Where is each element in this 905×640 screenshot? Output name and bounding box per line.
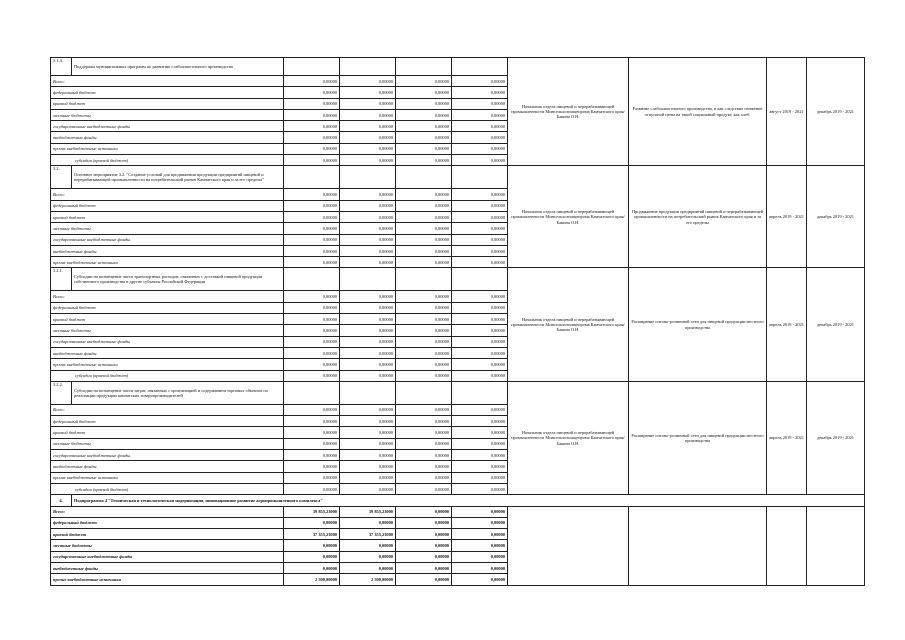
section-number: 3.1.4.: [51, 58, 72, 76]
value-cell: 0,00000: [284, 189, 340, 200]
value-cell: 0,00000: [452, 359, 508, 370]
value-cell: 0,00000: [340, 76, 396, 87]
value-cell: 0,00000: [452, 314, 508, 325]
value-cell: 0,00000: [396, 506, 452, 517]
section-number: 3.2.1.: [51, 268, 72, 291]
value-cell: 0,00000: [284, 257, 340, 268]
value-cell: 0,00000: [340, 109, 396, 120]
value-cell: 0,00000: [452, 347, 508, 358]
value-cell: 0,00000: [284, 483, 340, 494]
value-cell: 0,00000: [452, 529, 508, 540]
value-cell: 0,00000: [396, 517, 452, 528]
value-cell: 37 355,23000: [340, 529, 396, 540]
value-cell: [284, 58, 340, 76]
value-cell: 0,00000: [396, 132, 452, 143]
value-cell: 0,00000: [284, 76, 340, 87]
value-cell: 0,00000: [452, 574, 508, 585]
value-cell: [452, 381, 508, 404]
value-cell: 0,00000: [452, 189, 508, 200]
value-cell: 0,00000: [452, 109, 508, 120]
value-cell: 0,00000: [396, 370, 452, 381]
value-cell: 0,00000: [452, 302, 508, 313]
value-cell: 0,00000: [284, 562, 340, 573]
value-cell: 39 855,23000: [340, 506, 396, 517]
section-title: Основное мероприятие 3.2. "Создание условий для продвижения продукции предприятий пищевой и перерабатывающей промышленности на потребительский рынок Камчатского края и за его пределы": [72, 166, 284, 189]
funding-source-label: внебюджетные фонды: [51, 347, 284, 358]
value-cell: 0,00000: [396, 347, 452, 358]
value-cell: 0,00000: [452, 551, 508, 562]
value-cell: 0,00000: [396, 211, 452, 222]
value-cell: [340, 58, 396, 76]
value-cell: 0,00000: [452, 325, 508, 336]
value-cell: 0,00000: [396, 189, 452, 200]
value-cell: [340, 381, 396, 404]
budget-table: [50, 57, 865, 586]
value-cell: 2 500,00000: [340, 574, 396, 585]
value-cell: 0,00000: [452, 87, 508, 98]
value-cell: [284, 268, 340, 291]
empty-cell: [629, 506, 767, 585]
value-cell: [284, 381, 340, 404]
value-cell: 0,00000: [340, 302, 396, 313]
value-cell: 0,00000: [452, 370, 508, 381]
value-cell: [396, 166, 452, 189]
value-cell: 0,00000: [452, 461, 508, 472]
funding-source-label: Всего:: [51, 291, 284, 302]
funding-source-label: субсидии (краевой бюджет): [51, 483, 284, 494]
value-cell: 0,00000: [284, 211, 340, 222]
value-cell: 0,00000: [396, 562, 452, 573]
table-row: [51, 166, 865, 189]
value-cell: 0,00000: [452, 132, 508, 143]
value-cell: 0,00000: [396, 450, 452, 461]
funding-source-label: внебюджетные фонды: [51, 132, 284, 143]
value-cell: 0,00000: [452, 257, 508, 268]
section-number: 4.: [51, 495, 72, 506]
funding-source-label: Всего:: [51, 76, 284, 87]
value-cell: 0,00000: [396, 359, 452, 370]
end-date: декабрь 2019 - 2021: [807, 268, 865, 381]
value-cell: 0,00000: [396, 438, 452, 449]
value-cell: 0,00000: [452, 540, 508, 551]
value-cell: 0,00000: [452, 483, 508, 494]
value-cell: 0,00000: [284, 223, 340, 234]
funding-source-label: внебюджетные фонды: [51, 562, 284, 573]
value-cell: 0,00000: [340, 132, 396, 143]
value-cell: [396, 381, 452, 404]
value-cell: 0,00000: [284, 438, 340, 449]
value-cell: 0,00000: [284, 472, 340, 483]
value-cell: 0,00000: [340, 257, 396, 268]
value-cell: 0,00000: [340, 472, 396, 483]
value-cell: [340, 166, 396, 189]
funding-source-label: Всего:: [51, 404, 284, 415]
value-cell: 0,00000: [452, 506, 508, 517]
value-cell: 0,00000: [340, 416, 396, 427]
value-cell: 0,00000: [340, 438, 396, 449]
empty-cell: [508, 506, 629, 585]
value-cell: 0,00000: [396, 416, 452, 427]
end-date: декабрь 2019 - 2021: [807, 166, 865, 268]
value-cell: 0,00000: [340, 98, 396, 109]
value-cell: 0,00000: [340, 562, 396, 573]
funding-source-label: федеральный бюджет: [51, 302, 284, 313]
expected-result: Расширение оптово-розничной сети для пищевой продукции местного производства: [629, 381, 767, 494]
value-cell: 0,00000: [284, 234, 340, 245]
expected-result: Расширение оптово-розничной сети для пищевой продукции местного производства: [629, 268, 767, 381]
table-row: [51, 268, 865, 291]
value-cell: 0,00000: [340, 450, 396, 461]
funding-source-label: Всего:: [51, 506, 284, 517]
value-cell: 0,00000: [396, 257, 452, 268]
value-cell: 0,00000: [284, 291, 340, 302]
value-cell: 0,00000: [452, 223, 508, 234]
budget-table-page: [50, 57, 864, 586]
responsible-executor: Начальник отдела пищевой и перерабатывающей промышленности Минсельхозпищепрома Камчатского края/ Бакина О.Н.: [508, 268, 629, 381]
value-cell: 0,00000: [452, 291, 508, 302]
value-cell: 0,00000: [284, 347, 340, 358]
expected-result: Развитие слабоалкогольного производства, и как следствие снижение отпускной цены на такой социальный продукт, как хлеб.: [629, 58, 767, 166]
value-cell: 0,00000: [284, 540, 340, 551]
value-cell: 0,00000: [396, 98, 452, 109]
value-cell: 0,00000: [340, 121, 396, 132]
value-cell: 0,00000: [340, 404, 396, 415]
value-cell: 0,00000: [396, 574, 452, 585]
value-cell: [284, 166, 340, 189]
end-date: декабрь 2019 - 2021: [807, 58, 865, 166]
funding-source-label: прочие внебюджетные источники: [51, 143, 284, 154]
value-cell: 0,00000: [284, 121, 340, 132]
funding-source-label: субсидии (краевой бюджет): [51, 155, 284, 166]
table-row: [51, 58, 865, 76]
funding-source-label: краевой бюджет: [51, 529, 284, 540]
value-cell: 39 855,23000: [284, 506, 340, 517]
value-cell: 0,00000: [340, 483, 396, 494]
value-cell: [452, 166, 508, 189]
funding-source-label: государственные внебюджетные фонды: [51, 234, 284, 245]
value-cell: 0,00000: [452, 98, 508, 109]
start-date: апрель 2019 - 2021: [767, 166, 807, 268]
start-date: август 2019 - 2021: [767, 58, 807, 166]
value-cell: 0,00000: [452, 427, 508, 438]
value-cell: 0,00000: [396, 155, 452, 166]
value-cell: 0,00000: [284, 302, 340, 313]
value-cell: 0,00000: [396, 234, 452, 245]
value-cell: 0,00000: [340, 314, 396, 325]
value-cell: 0,00000: [396, 291, 452, 302]
expected-result: Продвижение продукции предприятий пищевой и перерабатывающей промышленности на потребительский рынок Камчатского края и за его пределы: [629, 166, 767, 268]
value-cell: 0,00000: [452, 562, 508, 573]
value-cell: 0,00000: [452, 438, 508, 449]
end-date: декабрь 2019 - 2021: [807, 381, 865, 494]
funding-source-label: местные бюджеты: [51, 223, 284, 234]
value-cell: 0,00000: [284, 517, 340, 528]
value-cell: [396, 268, 452, 291]
funding-source-label: внебюджетные фонды: [51, 245, 284, 256]
funding-source-label: федеральный бюджет: [51, 200, 284, 211]
value-cell: 0,00000: [452, 200, 508, 211]
funding-source-label: прочие внебюджетные источники: [51, 574, 284, 585]
value-cell: 0,00000: [340, 291, 396, 302]
value-cell: 0,00000: [396, 427, 452, 438]
value-cell: 0,00000: [452, 76, 508, 87]
value-cell: 0,00000: [396, 336, 452, 347]
funding-source-label: государственные внебюджетные фонды: [51, 551, 284, 562]
value-cell: [452, 58, 508, 76]
funding-source-label: краевой бюджет: [51, 211, 284, 222]
value-cell: 0,00000: [452, 234, 508, 245]
section-number: 3.2.: [51, 166, 72, 189]
value-cell: [452, 268, 508, 291]
value-cell: 0,00000: [284, 325, 340, 336]
value-cell: 0,00000: [340, 245, 396, 256]
value-cell: 0,00000: [284, 359, 340, 370]
section-title: Субсидии на возмещение части затрат, связанных с организацией и содержанием торговых объектов по реализации продукции камчатских товаропроизводителей: [72, 381, 284, 404]
value-cell: 0,00000: [284, 109, 340, 120]
value-cell: 0,00000: [284, 155, 340, 166]
value-cell: 0,00000: [396, 551, 452, 562]
value-cell: 0,00000: [284, 87, 340, 98]
value-cell: 0,00000: [284, 245, 340, 256]
value-cell: 0,00000: [340, 336, 396, 347]
value-cell: [340, 268, 396, 291]
value-cell: 37 355,23000: [284, 529, 340, 540]
value-cell: 0,00000: [340, 517, 396, 528]
start-date: апрель 2019 - 2021: [767, 268, 807, 381]
value-cell: 0,00000: [396, 76, 452, 87]
table-body: [51, 58, 865, 586]
responsible-executor: Начальник отдела пищевой и перерабатывающей промышленности Минсельхозпищепрома Камчатского края/ Бакина О.Н.: [508, 58, 629, 166]
funding-source-label: Всего:: [51, 189, 284, 200]
funding-source-label: федеральный бюджет: [51, 87, 284, 98]
value-cell: 0,00000: [452, 245, 508, 256]
value-cell: 0,00000: [396, 200, 452, 211]
value-cell: 0,00000: [452, 211, 508, 222]
value-cell: 0,00000: [284, 427, 340, 438]
empty-cell: [767, 506, 807, 585]
funding-source-label: государственные внебюджетные фонды: [51, 450, 284, 461]
funding-source-label: субсидии (краевой бюджет): [51, 370, 284, 381]
value-cell: 0,00000: [396, 483, 452, 494]
value-cell: 0,00000: [452, 155, 508, 166]
value-cell: 0,00000: [396, 302, 452, 313]
value-cell: 0,00000: [284, 336, 340, 347]
value-cell: 0,00000: [284, 132, 340, 143]
funding-source-label: государственные внебюджетные фонды: [51, 121, 284, 132]
value-cell: 0,00000: [396, 314, 452, 325]
table-row: [51, 495, 865, 506]
value-cell: 0,00000: [284, 98, 340, 109]
responsible-executor: Начальник отдела пищевой и перерабатывающей промышленности Минсельхозпищепрома Камчатского края/ Бакина О.Н.: [508, 381, 629, 494]
value-cell: 0,00000: [284, 314, 340, 325]
funding-source-label: краевой бюджет: [51, 427, 284, 438]
value-cell: 0,00000: [340, 211, 396, 222]
value-cell: 0,00000: [284, 450, 340, 461]
value-cell: 0,00000: [452, 336, 508, 347]
section-title: Поддержка муниципальных программ по развитию слабоалкогольного производства: [72, 58, 284, 76]
value-cell: 0,00000: [340, 155, 396, 166]
value-cell: [396, 58, 452, 76]
value-cell: 0,00000: [340, 461, 396, 472]
value-cell: 0,00000: [396, 109, 452, 120]
value-cell: 0,00000: [452, 416, 508, 427]
value-cell: 0,00000: [396, 325, 452, 336]
value-cell: 0,00000: [340, 87, 396, 98]
funding-source-label: внебюджетные фонды: [51, 461, 284, 472]
value-cell: 0,00000: [284, 404, 340, 415]
value-cell: 0,00000: [396, 540, 452, 551]
section-number: 3.2.2.: [51, 381, 72, 404]
value-cell: 0,00000: [340, 189, 396, 200]
value-cell: 0,00000: [396, 404, 452, 415]
value-cell: 0,00000: [396, 461, 452, 472]
value-cell: 0,00000: [340, 325, 396, 336]
value-cell: 0,00000: [396, 121, 452, 132]
value-cell: 0,00000: [340, 347, 396, 358]
value-cell: 0,00000: [396, 472, 452, 483]
funding-source-label: федеральный бюджет: [51, 517, 284, 528]
value-cell: 0,00000: [340, 551, 396, 562]
funding-source-label: краевой бюджет: [51, 98, 284, 109]
funding-source-label: прочие внебюджетные источники: [51, 472, 284, 483]
value-cell: 0,00000: [284, 143, 340, 154]
value-cell: 0,00000: [452, 143, 508, 154]
funding-source-label: краевой бюджет: [51, 314, 284, 325]
funding-source-label: местные бюджеты: [51, 438, 284, 449]
value-cell: 0,00000: [284, 416, 340, 427]
value-cell: 0,00000: [340, 359, 396, 370]
value-cell: 0,00000: [452, 121, 508, 132]
value-cell: 0,00000: [284, 461, 340, 472]
section-title: Субсидии на возмещение части транспортных расходов, связанных с доставкой пищевой продукции собственного производства в другие субъекты Российской Федерации: [72, 268, 284, 291]
value-cell: 0,00000: [340, 370, 396, 381]
start-date: апрель 2019 - 2021: [767, 381, 807, 494]
value-cell: 0,00000: [452, 517, 508, 528]
value-cell: 0,00000: [452, 472, 508, 483]
value-cell: 0,00000: [396, 143, 452, 154]
value-cell: 0,00000: [340, 540, 396, 551]
funding-source-label: прочие внебюджетные источники: [51, 257, 284, 268]
funding-source-label: государственные внебюджетные фонды: [51, 336, 284, 347]
funding-source-label: федеральный бюджет: [51, 416, 284, 427]
funding-source-label: местные бюджеты: [51, 540, 284, 551]
value-cell: 0,00000: [396, 245, 452, 256]
value-cell: 0,00000: [396, 87, 452, 98]
value-cell: 0,00000: [452, 404, 508, 415]
value-cell: 0,00000: [284, 200, 340, 211]
empty-cell: [807, 506, 865, 585]
value-cell: 0,00000: [340, 200, 396, 211]
value-cell: 2 500,00000: [284, 574, 340, 585]
value-cell: 0,00000: [340, 223, 396, 234]
funding-source-label: прочие внебюджетные источники: [51, 359, 284, 370]
value-cell: 0,00000: [284, 551, 340, 562]
table-row: [51, 381, 865, 404]
funding-source-label: местные бюджеты: [51, 325, 284, 336]
value-cell: 0,00000: [340, 143, 396, 154]
subprogram-title: Подпрограмма 4 "Техническая и технологическая модернизация, инновационное развитие агропромышленного комплекса": [72, 495, 865, 506]
funding-source-label: местные бюджеты: [51, 109, 284, 120]
value-cell: 0,00000: [396, 529, 452, 540]
responsible-executor: Начальник отдела пищевой и перерабатывающей промышленности Минсельхозпищепрома Камчатского края/ Бакина О.Н.: [508, 166, 629, 268]
value-cell: 0,00000: [340, 427, 396, 438]
value-cell: 0,00000: [396, 223, 452, 234]
table-row: [51, 506, 865, 517]
value-cell: 0,00000: [452, 450, 508, 461]
value-cell: 0,00000: [340, 234, 396, 245]
value-cell: 0,00000: [284, 370, 340, 381]
